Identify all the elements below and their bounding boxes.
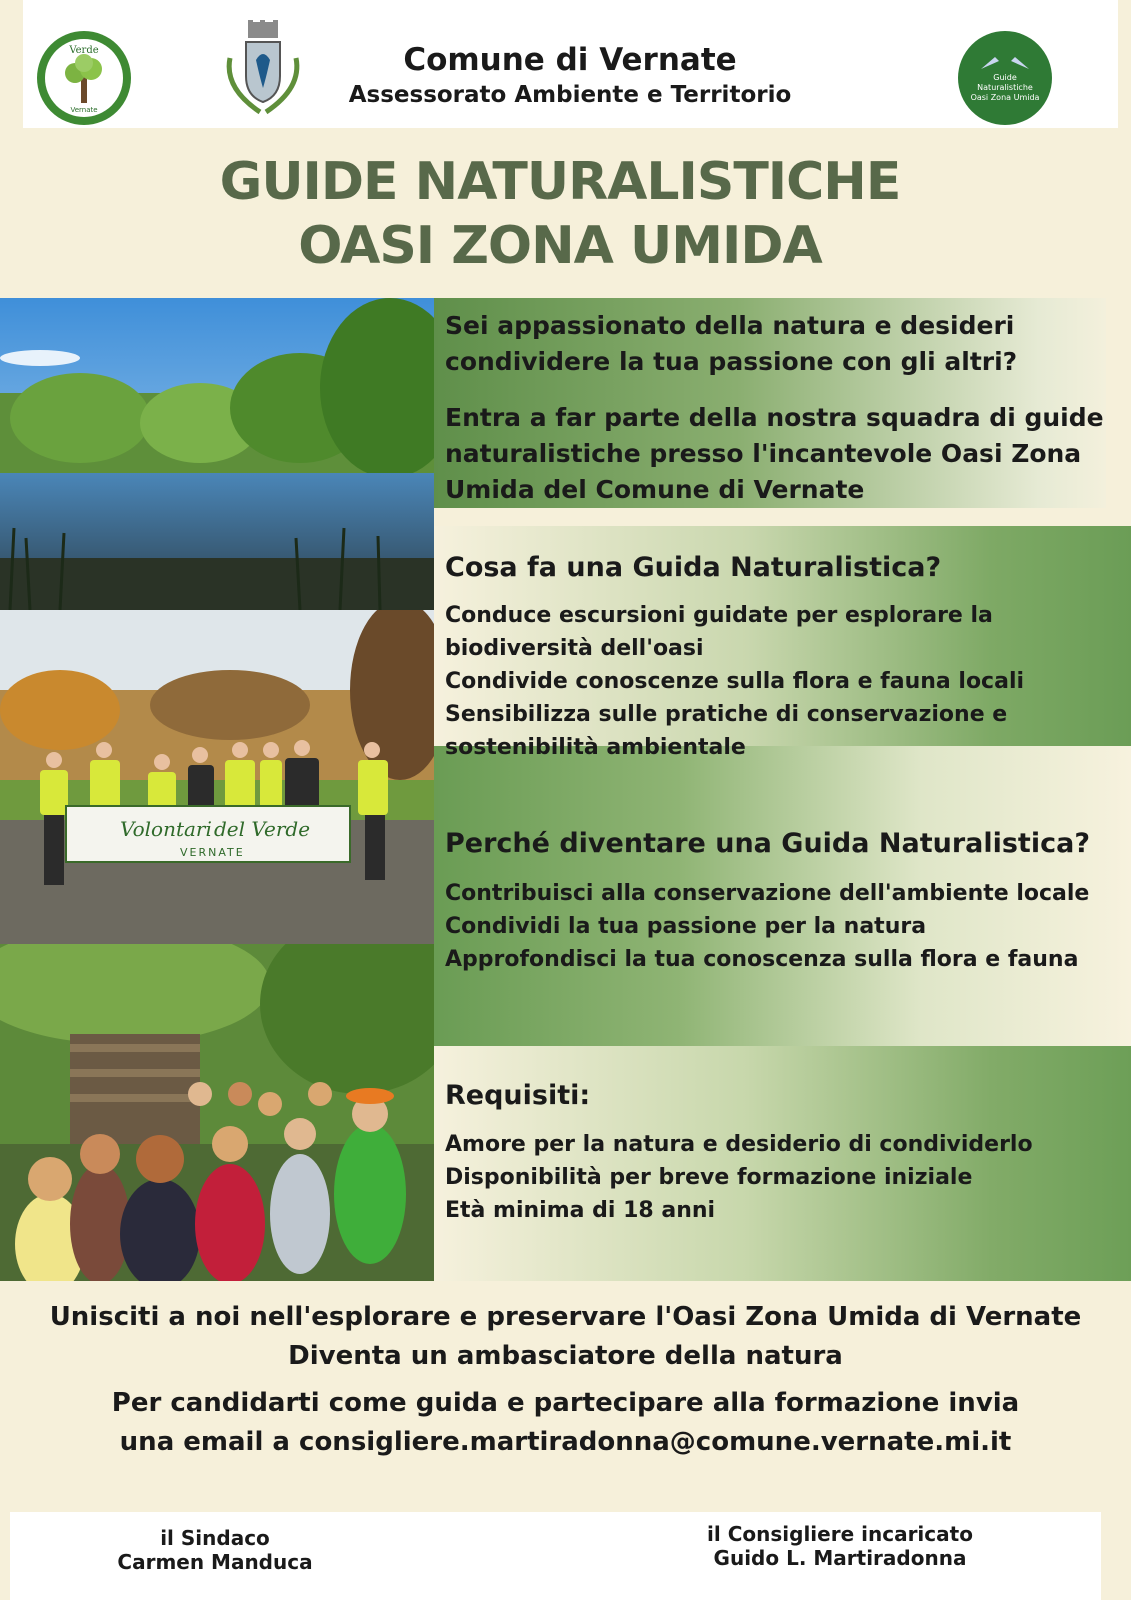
section-perche-heading: Perché diventare una Guida Naturalistica? [445,828,1090,859]
main-title-line-2: OASI ZONA UMIDA [298,216,822,276]
section-cosa-fa-body [445,599,1024,764]
cta-line-1: Unisciti a noi nell'esplorare e preservare l'Oasi Zona Umida di Vernate [49,1302,1082,1332]
signature-consigliere [680,1522,1000,1570]
logo-left-bottom-text: Vernate [70,106,98,114]
assessorato-subtitle: Assessorato Ambiente e Territorio [348,82,792,108]
verde-vernate-logo [37,31,131,125]
list-item: Sensibilizza sulle pratiche di conservazione e [445,702,1008,727]
cta-line-2: Diventa un ambasciatore della natura [288,1341,843,1371]
signature-sindaco [80,1526,350,1574]
pond-photo [0,298,434,610]
volunteers-photo [0,610,434,944]
list-item: Condividi la tua passione per la natura [445,914,927,939]
list-item: Età minima di 18 anni [445,1198,716,1223]
cta-line-3: Per candidarti come guida e partecipare alla formazione invia [111,1388,1020,1418]
logo-right-line-3: Oasi Zona Umida [970,93,1040,102]
banner-text-3: VERNATE [180,846,245,859]
logo-right-line-2: Naturalistiche [977,83,1033,92]
comune-title: Comune di Vernate [403,42,737,78]
section-perche-body [445,877,1089,976]
birds-icon [975,53,1035,73]
list-item: biodiversità dell'oasi [445,636,704,661]
banner-text-2: del Verde [214,817,311,841]
banner-text-1: Volontari [120,817,212,841]
section-requisiti-body [445,1128,1033,1227]
list-item: Disponibilità per breve formazione iniziale [445,1165,973,1190]
main-title-line-1: GUIDE NATURALISTICHE [219,152,901,212]
signature-left-name: Carmen Manduca [117,1550,313,1574]
logo-right-line-1: Guide [993,73,1017,82]
group-tour-photo [0,944,434,1281]
guide-naturalistiche-logo [958,31,1052,125]
list-item: Conduce escursioni guidate per esplorare la [445,603,993,628]
list-item: Contribuisci alla conservazione dell'ambiente locale [445,881,1090,906]
municipal-crest-icon [220,18,306,118]
list-item: Condivide conoscenze sulla flora e fauna locali [445,669,1025,694]
list-item: Amore per la natura e desiderio di condividerlo [445,1132,1033,1157]
list-item: Approfondisci la tua conoscenza sulla flora e fauna [445,947,1079,972]
intro-invite: Entra a far parte della nostra squadra di guide naturalistiche presso l'incantevole Oasi Zona Umida del Comune di Vernate [445,403,1104,504]
cta-email-line[interactable]: una email a consigliere.martiradonna@comune.vernate.mi.it [119,1427,1012,1457]
section-requisiti-heading: Requisiti: [445,1080,591,1111]
section-cosa-fa-heading: Cosa fa una Guida Naturalistica? [445,552,942,583]
signature-right-role: il Consigliere incaricato [707,1522,973,1546]
signature-left-role: il Sindaco [160,1526,270,1550]
signature-right-name: Guido L. Martiradonna [713,1546,967,1570]
intro-question: Sei appassionato della natura e desideri condividere la tua passione con gli altri? [445,311,1018,376]
main-title [60,150,1060,278]
list-item: sostenibilità ambientale [445,735,746,760]
logo-left-top-text: Verde [69,45,99,56]
